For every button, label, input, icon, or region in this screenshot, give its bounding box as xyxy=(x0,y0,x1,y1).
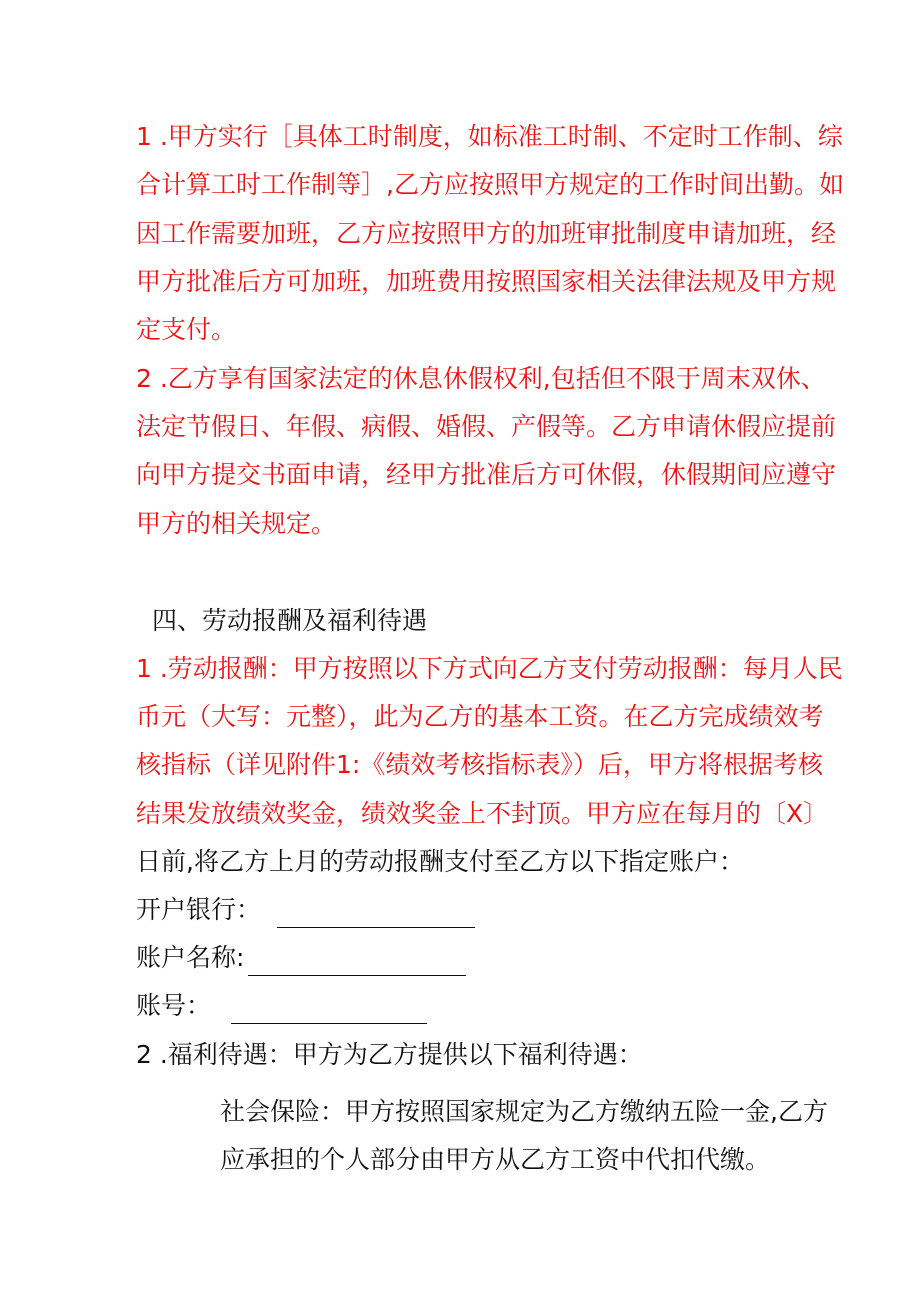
insurance-line-1: 社会保险：甲方按照国家规定为乙方缴纳五险一金,乙方 xyxy=(220,1097,828,1126)
account-no-field xyxy=(136,988,427,1024)
bank-field xyxy=(136,892,475,928)
remuneration-line-2: 币元（大写：元整），此为乙方的基本工资。在乙方完成绩效考 xyxy=(136,702,824,731)
leave-line-1: 2 .乙方享有国家法定的休息休假权利,包括但不限于周末双休、 xyxy=(136,364,826,393)
account-no-label: 账号： xyxy=(136,991,212,1020)
account-name-field xyxy=(136,940,466,976)
bank-blank xyxy=(277,901,475,928)
work-hours-line-1: 1 .甲方实行［具体工时制度，如标准工时制、不定时工作制、综 xyxy=(136,122,843,151)
remuneration-line-3: 核指标（详见附件1:《绩效考核指标表》）后，甲方将根据考核 xyxy=(136,750,823,779)
section-title-remuneration: 四、劳动报酬及福利待遇 xyxy=(152,606,428,635)
account-name-blank xyxy=(248,949,466,976)
account-no-blank xyxy=(231,997,427,1024)
bank-label: 开户银行： xyxy=(136,895,262,924)
remuneration-line-4: 结果发放绩效奖金，绩效奖金上不封顶。甲方应在每月的〔X〕 xyxy=(136,799,829,828)
work-hours-line-3: 因工作需要加班，乙方应按照甲方的加班审批制度申请加班，经 xyxy=(136,219,837,248)
work-hours-line-4: 甲方批准后方可加班，加班费用按照国家相关法律法规及甲方规 xyxy=(136,267,837,296)
work-hours-line-2: 合计算工时工作制等］,乙方应按照甲方规定的工作时间出勤。如 xyxy=(136,170,844,199)
leave-line-2: 法定节假日、年假、病假、婚假、产假等。乙方申请休假应提前 xyxy=(136,412,837,441)
remuneration-line-5: 日前,将乙方上月的劳动报酬支付至乙方以下指定账户： xyxy=(136,847,744,876)
leave-line-3: 向甲方提交书面申请，经甲方批准后方可休假，休假期间应遵守 xyxy=(136,460,837,489)
account-name-label: 账户名称: xyxy=(136,943,245,972)
remuneration-line-1: 1 .劳动报酬：甲方按照以下方式向乙方支付劳动报酬：每月人民 xyxy=(136,654,843,683)
welfare-line: 2 .福利待遇：甲方为乙方提供以下福利待遇： xyxy=(136,1040,643,1069)
insurance-line-2: 应承担的个人部分由甲方从乙方工资中代扣代缴。 xyxy=(220,1145,771,1174)
leave-line-4: 甲方的相关规定。 xyxy=(136,509,337,538)
work-hours-line-5: 定支付。 xyxy=(136,315,237,344)
